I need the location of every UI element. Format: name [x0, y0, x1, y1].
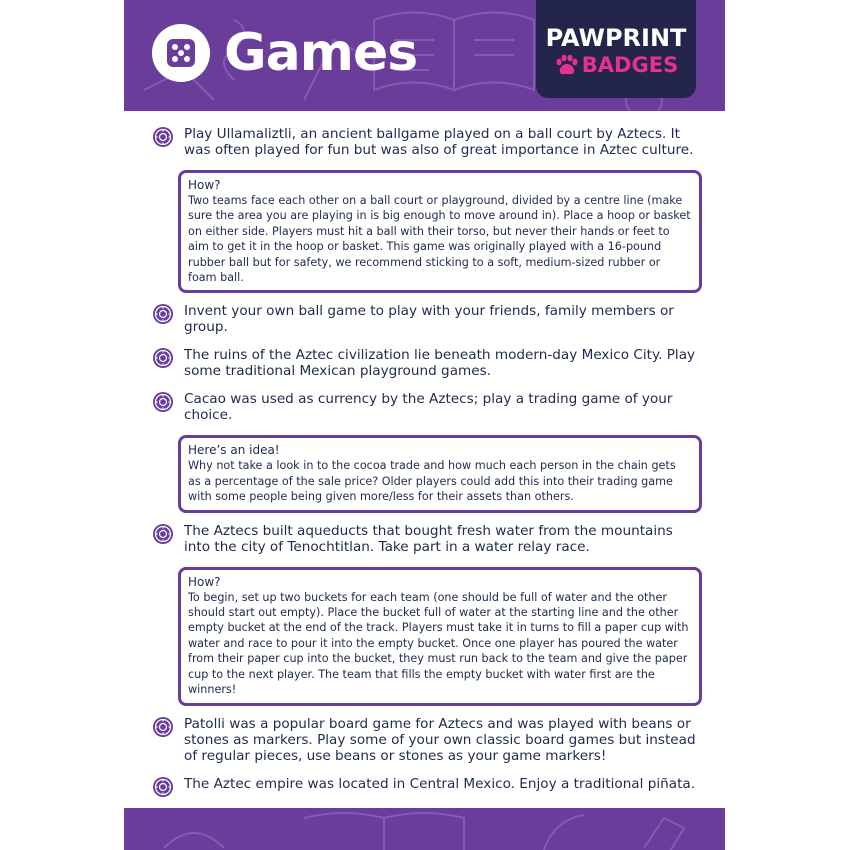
- tip-box-title: How?: [188, 574, 221, 589]
- tip-box-text: To begin, set up two buckets for each team (one should be full of water and the other should start out empty). Place the bucket full of water at the starting line and the other empty bucket at the end of the track. Players must take it in turns to fill a paper cup with water and race to pour it into the empty bucket. Once one player has poured the water from their paper cup into the bucket, they must run back to the team and give the paper cup to the next player. The team that fills the empty bucket with water first are the winners!: [188, 590, 689, 697]
- activity-list: [152, 126, 707, 810]
- brand-line2-wrap: [536, 54, 696, 76]
- item-text: Patolli was a popular board game for Aztecs and was played with beans or stones as markers. Play some of your own classic board games but instead of regular pieces, use beans or stones as your game markers!: [184, 715, 696, 764]
- aztec-calendar-icon: [152, 776, 174, 798]
- paw-icon: [554, 54, 578, 76]
- item-text: Cacao was used as currency by the Aztecs; play a trading game of your choice.: [184, 391, 673, 424]
- activity-page: [124, 0, 725, 850]
- footer-doodles: [124, 808, 725, 850]
- item-text: The ruins of the Aztec civilization lie beneath modern-day Mexico City. Play some traditional Mexican playground games.: [184, 347, 696, 380]
- brand-line1: PAWPRINT: [545, 24, 687, 52]
- dice-icon: [152, 24, 210, 82]
- tip-box: [178, 170, 702, 293]
- tip-box: [178, 567, 702, 706]
- tip-box: [178, 435, 702, 512]
- item-text: The Aztecs built aqueducts that bought fresh water from the mountains into the city of Tenochtitlan. Take part in a water relay race.: [184, 522, 673, 555]
- brand-logo: [536, 0, 696, 98]
- item-text: Invent your own ball game to play with your friends, family members or group.: [184, 303, 674, 336]
- list-item: [152, 126, 707, 158]
- title-group: [152, 24, 417, 82]
- item-text: Play Ullamaliztli, an ancient ballgame played on a ball court by Aztecs. It was often played for fun but was also of great importance in Aztec culture.: [184, 126, 694, 158]
- aztec-calendar-icon: [152, 347, 174, 369]
- aztec-calendar-icon: [152, 391, 174, 413]
- list-item: [152, 716, 707, 764]
- list-item: [152, 391, 707, 423]
- aztec-calendar-icon: [152, 303, 174, 325]
- page-header: [124, 0, 725, 111]
- item-text: The Aztec empire was located in Central Mexico. Enjoy a traditional piñata.: [184, 775, 696, 792]
- list-item: [152, 303, 707, 335]
- aztec-calendar-icon: [152, 716, 174, 738]
- list-item: [152, 776, 707, 798]
- aztec-calendar-icon: [152, 523, 174, 545]
- page-title: Games: [224, 23, 418, 83]
- list-item: [152, 347, 707, 379]
- page-footer: [124, 808, 725, 850]
- tip-box-title: Here’s an idea!: [188, 443, 280, 458]
- tip-box-text: Why not take a look in to the cocoa trade and how much each person in the chain gets as a percentage of the sale price? Older players could add this into their trading game with some people being given more/less for their assets than others.: [188, 459, 676, 504]
- aztec-calendar-icon: [152, 126, 174, 148]
- list-item: [152, 523, 707, 555]
- brand-line2: BADGES: [581, 52, 679, 77]
- tip-box-text: Two teams face each other on a ball court or playground, divided by a centre line (make sure the area you are playing in is big enough to move around in). Place a hoop or basket on either side. Players must hit a ball with their torso, but never their hands or feet to aim to get it in the hoop or basket. This game was originally played with a 16-pound rubber ball but for safety, we recommend sticking to a soft, medium-sized rubber or foam ball.: [188, 194, 691, 285]
- tip-box-title: How?: [188, 178, 221, 192]
